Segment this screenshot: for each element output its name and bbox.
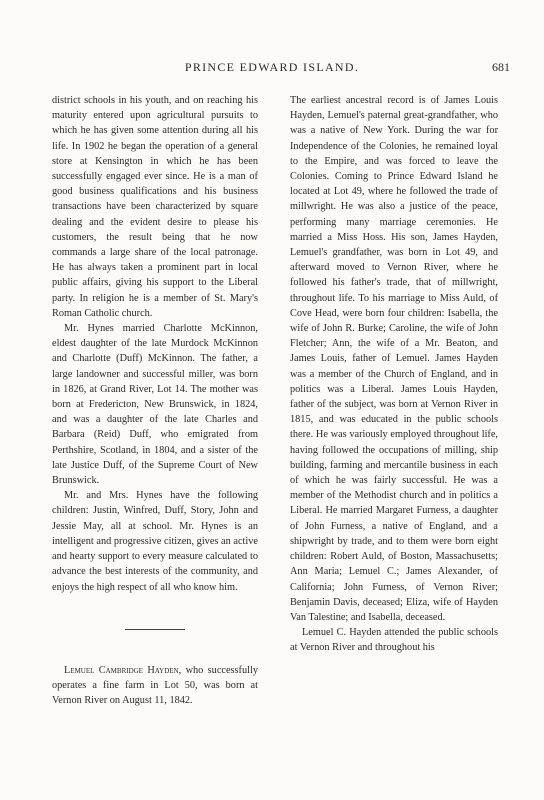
subject-intro-text: , who successfully operates a fine farm in Lot 50, was born at Vernon River on August 11, 1842. <box>52 664 258 707</box>
paragraph-continuation: district schools in his youth, and on reaching his maturity entered upon agricultural pursuits to which he has given some attention during all his life. In 1902 he began the operation of a general store at Kensington in which he has been successfully engaged ever since. He is a man of good business qualifications and his business transactions have been characterized by square dealing and the evident desire to please his customers, the result being that he now commands a large share of the local patronage. He has always taken a prominent part in local public affairs, giving his support to the Liberal party. In religion he is a member of St. Mary's Roman Catholic church. <box>52 95 258 319</box>
running-title: PRINCE EDWARD ISLAND. <box>184 60 360 74</box>
subject-name: Lemuel Cambridge Hayden <box>64 664 179 676</box>
right-column <box>290 93 498 656</box>
page-number: 681 <box>492 60 510 74</box>
page-header <box>0 60 544 82</box>
paragraph-hynes-children: Mr. and Mrs. Hynes have the following children: Justin, Winfred, Duff, Story, John and Jessie May, all at school. Mr. Hynes is an intelligent and progressive citizen, gives an active and hearty support to every measure calculated to advance the best interests of the community, and enjoys the high respect of all who know him. <box>52 490 258 593</box>
paragraph-hayden-ancestry: The earliest ancestral record is of James Louis Hayden, Lemuel's paternal great-grandfather, who was a native of New York. During the war for Independence of the Colonies, he remained loyal to the Empire, and was forced to leave the Colonies. Coming to Prince Edward Island he located at Lot 49, where he followed the trade of millwright. He was also a justice of the peace, performing many marriage ceremonies. He married a Miss Hoss. His son, James Hayden, Lemuel's grandfather, was born in Lot 49, and afterward moved to Vernon River, where he followed his father's trade, that of millwright, throughout life. To his marriage to Miss Auld, of Cove Head, were born four children: Isabella, the wife of John R. Burke; Caroline, the wife of John Fletcher; Ann, the wife of a Mr. Beaton, and James Louis, father of Lemuel. James Hayden was a member of the Church of England, and in politics was a Liberal. James Louis Hayden, father of the subject, was born at Vernon River in 1815, and was educated in the public schools there. He was variously employed throughout life, having followed the occupations of milling, ship building, farming and mercantile business in each of which he was fairly successful. He was a member of the Methodist church and in politics a Liberal. He married Margaret Furness, a daughter of John Furness, a native of England, and a shipwright by trade, and to them were born eight children: Robert Auld, of Boston, Massachusetts; Ann Maria; Lemuel C.; James Alexander, of California; John Furness, of Vernon River; Benjamin Davis, deceased; Eliza, wife of Hayden Van Talestine; and Isabella, deceased. <box>290 95 498 623</box>
paragraph-hynes-marriage: Mr. Hynes married Charlotte McKinnon, eldest daughter of the late Murdock McKinnon and Charlotte (Duff) McKinnon. The father, a large landowner and successful miller, was born in 1826, at Grand River, Lot 14. The mother was born at Fredericton, New Brunswick, in 1824, and was a daughter of the late Charles and Barbara (Reid) Duff, who emigrated from Perthshire, Scotland, in 1804, and a sister of the late Justice Duff, of the Supreme Court of New Brunswick. <box>52 323 258 487</box>
section-divider <box>125 629 185 630</box>
left-column <box>52 93 258 708</box>
paragraph-hayden-intro <box>52 663 258 709</box>
paragraph-hayden-education: Lemuel C. Hayden attended the public schools at Vernon River and throughout his <box>290 627 498 654</box>
